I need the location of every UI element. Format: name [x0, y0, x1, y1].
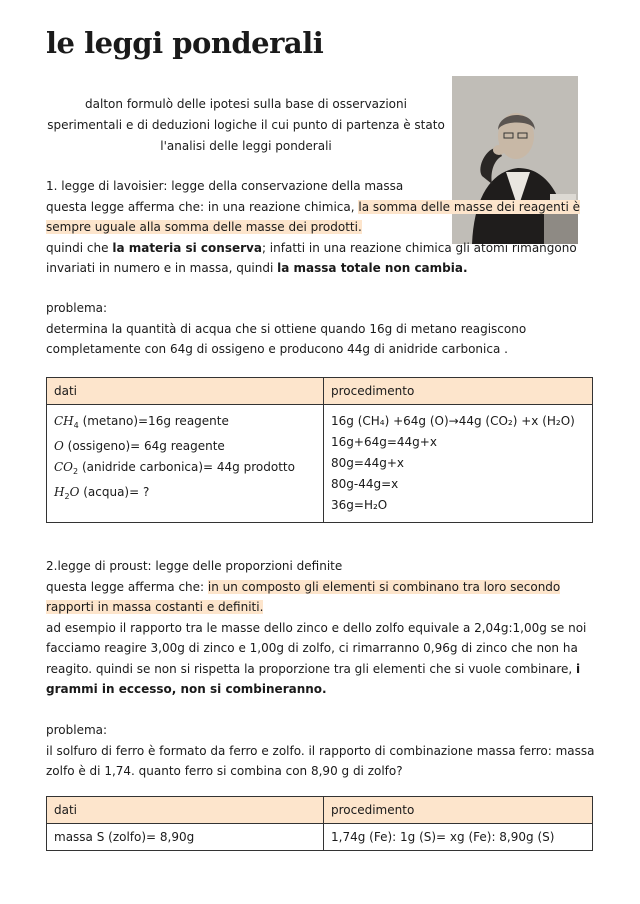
bold-text: la massa totale non cambia.	[277, 261, 468, 275]
step-line: 80g=44g+x	[331, 456, 404, 470]
procedimento-cell: 1,74g (Fe): 1g (S)= xg (Fe): 8,90g (S)	[324, 824, 593, 851]
proust-text: questa legge afferma che: in un composto gli elementi si combinano tra loro secondo rapporti in massa costanti e definiti. ad esempio il rapporto tra le masse dello zinco e dello zolfo equivale a 2,04g:1,00g se noi facciamo reagire 3,00g di zinco e 1,00g di zolfo, ci rimarranno 0,96g di zinco che non ha reagito. quindi se non si rispetta la proporzione tra gli elementi che si vuole combinare, i grammi in eccesso, non si combineranno.	[46, 579, 587, 696]
problem1-label: problema:	[46, 301, 108, 315]
table-header-row	[47, 378, 593, 405]
lavoisier-text: questa legge afferma che: in una reazione chimica, la somma delle masse dei reagenti è sempre uguale alla somma delle masse dei prodotti. quindi che la materia si conserva; infatti in una reazione chimica gli atomi rimangono invariati in numero e in massa, quindi la massa totale non cambia.	[46, 199, 581, 275]
header-procedimento: procedimento	[324, 378, 593, 405]
problem1-section	[46, 298, 596, 360]
intro-paragraph: dalton formulò delle ipotesi sulla base di osservazioni sperimentali e di deduzioni logiche il cui punto di partenza è stato l'analisi delle leggi ponderali	[47, 97, 445, 153]
problem2-section	[46, 720, 596, 782]
table-header-row	[47, 797, 593, 824]
procedimento-cell	[324, 405, 593, 523]
problem2-text: il solfuro di ferro è formato da ferro e zolfo. il rapporto di combinazione massa ferro: massa zolfo è di 1,74. quanto ferro si combina con 8,90 g di zolfo?	[46, 743, 595, 778]
step-line: 16g+64g=44g+x	[331, 435, 437, 449]
lavoisier-heading: 1. legge di lavoisier: legge della conservazione della massa	[46, 179, 404, 193]
problem1-text: determina la quantità di acqua che si ottiene quando 16g di metano reagiscono completamente con 64g di ossigeno e producono 44g di anidride carbonica .	[46, 321, 527, 356]
dati-cell: massa S (zolfo)= 8,90g	[47, 824, 324, 851]
step-line: 16g (CH₄) +64g (O)→44g (CO₂) +x (H₂O)	[331, 414, 575, 428]
header-procedimento: procedimento	[324, 797, 593, 824]
table-dati-procedimento-1	[46, 377, 593, 523]
table-row	[47, 405, 593, 523]
page-title: le leggi ponderali	[46, 26, 324, 60]
bold-text: la materia si conserva	[112, 240, 262, 255]
lavoisier-section	[46, 176, 596, 279]
header-dati: dati	[47, 797, 324, 824]
table-row	[47, 824, 593, 851]
step-line: 80g-44g=x	[331, 477, 399, 491]
header-dati: dati	[47, 378, 324, 405]
table-dati-procedimento-2	[46, 796, 593, 851]
problem2-label: problema:	[46, 723, 108, 737]
proust-heading: 2.legge di proust: legge delle proporzioni definite	[46, 559, 343, 573]
dati-cell: $CH_4$ (metano)=16g reagente O (ossigeno)= 64g reagente $CO_2$ (anidride carbonica)= 44g prodotto $H_2O$ (acqua)= ?	[47, 405, 324, 523]
bold-text: i grammi in eccesso, non si combineranno.	[46, 661, 581, 696]
step-line: 36g=H₂O	[331, 498, 388, 512]
proust-section	[46, 556, 596, 700]
highlight-text: la somma delle masse dei reagenti è sempre uguale alla somma delle masse dei prodotti.	[46, 199, 581, 234]
highlight-text: in un composto gli elementi si combinano tra loro secondo rapporti in massa costanti e definiti.	[46, 579, 561, 614]
